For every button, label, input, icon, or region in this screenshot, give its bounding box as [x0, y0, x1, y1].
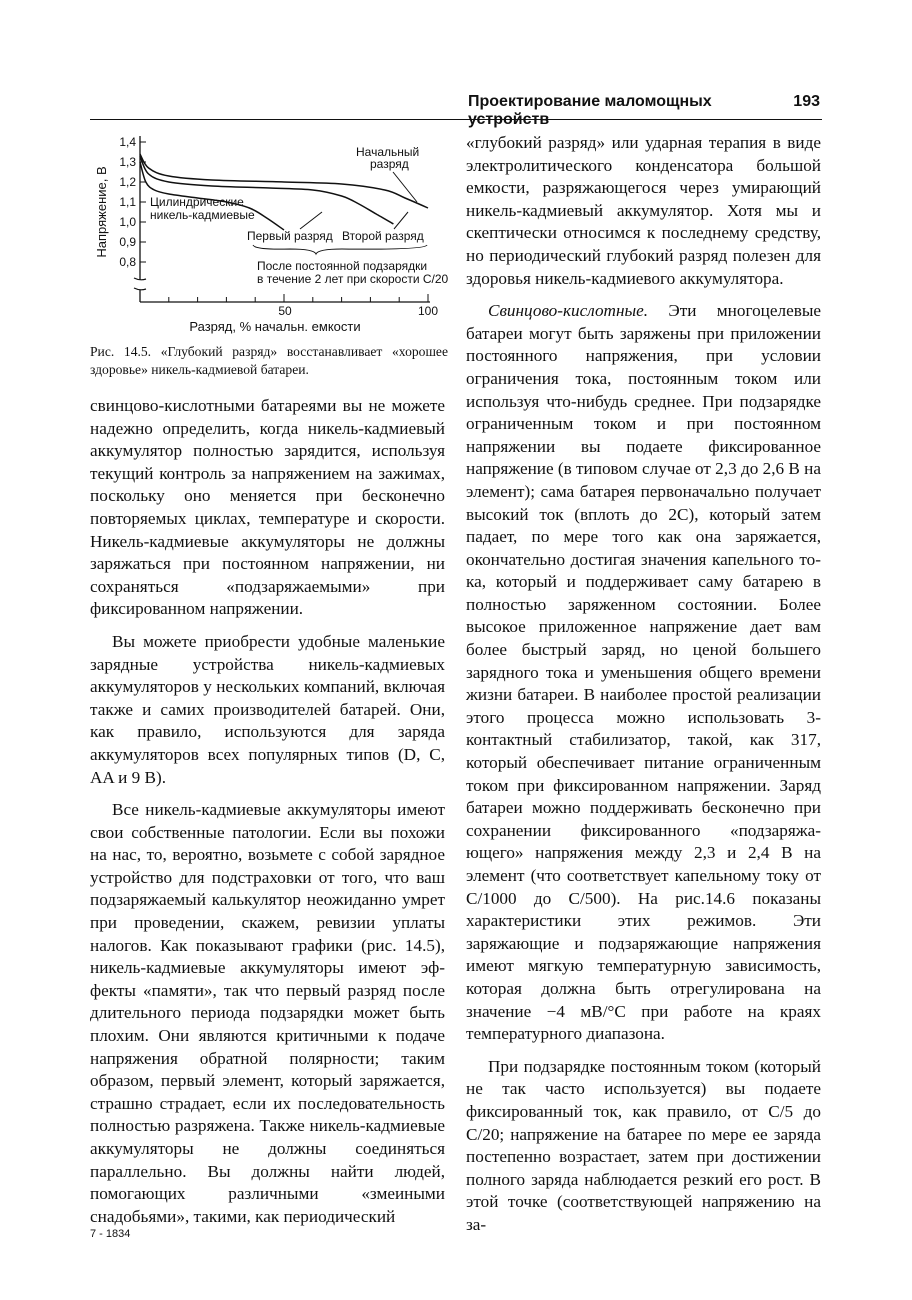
printer-signature: 7 - 1834 — [90, 1228, 131, 1240]
figure-caption: Рис. 14.5. «Глубокий разряд» восстанавливает «хорошее здоровье» никель-кадмиевой батареи. — [90, 344, 448, 377]
page-number: 193 — [793, 93, 820, 110]
section-lead: Свинцово-кислотные. — [488, 301, 649, 321]
y-axis-label: Напряжение, В — [94, 166, 109, 258]
y-tick-label: 0,9 — [119, 235, 136, 249]
discharge-chart — [90, 128, 450, 353]
label-initial-l1: Начальный — [356, 145, 420, 159]
leader-first — [300, 212, 322, 229]
running-header — [468, 93, 820, 128]
paragraph: Вы можете приобрести удобные маленькие зарядные устройства никель-кадмиевых аккумуляторов у нескольких компаний, включая также и самих производителей батарей. Они, как правило, используются для заряда аккумуляторов всех популярных типов (D, C, AA и 9 В). — [90, 631, 445, 787]
label-first-discharge: Первый разряд — [247, 229, 333, 243]
paragraph: свинцово-кислотными батареями вы не можете надежно определить, когда никель-кадмиевый аккумулятор полностью зарядится, используя текущий контроль за напряжением на зажимах, поскольку оно меняется при бесконечно повторяемых циклах, температуре и скорости. Никель-кадмиевые аккумуляторы не должны заряжаться при постоянном напряжении, ни сохраняться «подзаряжаемыми» при фиксированном напряжении. — [90, 396, 445, 619]
x-axis-label: Разряд, % начальн. емкости — [189, 319, 361, 334]
bracket-after-charging — [253, 245, 427, 254]
label-cylindrical-l2: никель-кадмиевые — [150, 208, 255, 222]
y-tick-label: 1,2 — [119, 175, 136, 189]
leader-second — [394, 212, 408, 229]
y-tick-label: 0,8 — [119, 255, 136, 269]
y-tick-label: 1,3 — [119, 155, 136, 169]
label-initial-l2: разряд — [370, 157, 409, 171]
axis-break — [134, 278, 146, 290]
paragraph-body: Эти многоцелевые батареи могут быть заряжены при приложении постоянного напряжения, при условии ограничения тока, постоянным током или используя что-нибудь среднее. При подзарядке ограниченным током и при постоянном напряжении вы подаете фиксированное напряжение (в типовом случае от 2,3 до 2,6 В на элемент); сама батарея первоначально получает высокий ток (вплоть до 2С), который затем падает, по мере того как она заряжается, окончательно достигая значения капельного тока, который и поддерживает саму батарею в полностью заряженном состоянии. Более высокое приложенное напряжение дает вам более быстрый заряд, но ценой большего зарядного тока и уменьшения общего времени жизни батареи. В наиболее простой реализации этого процесса можно использовать 3-контактный стабилизатор, такой, как 317, который обеспечивает питание ограниченным током при фиксированном напряжении. Заряд батареи можно поддерживать бесконечно при сохранении фиксированного «подзаряжающего» напряжения между 2,3 и 2,4 В на элемент (что соответствует капельному току от С/1000 до С/500). На рис.14.6 показаны характеристики этих режимов. Эти заряжающие и подзаряжающие напряжения имеют мягкую температурную зависимость, которая должна быть отрегулирована на значение −4 мВ/°С при работе на краях температурного диапазона. — [466, 301, 821, 1044]
paragraph: Все никель-кадмиевые аккумуляторы имеют свои собственные патологии. Если вы похожи на нас, то, вероятно, возьмете с собой зарядное устройство для подстраховки от того, что ваш подзаряжаемый калькулятор неожиданно умрет при проведении, скажем, ревизии уплаты налогов. Как показывают графики (рис. 14.5), никель-кадмиевые аккумуляторы имеют эффекты «памяти», так что первый разряд после длительного периода подзарядки может быть плохим. Они являются критичными к подаче напряжения обратной полярности; таким образом, первый элемент, который заряжается, страшно страдает, если их последовательность полностью разряжена. Также никель-кадмиевые аккумуляторы не должны соединяться параллельно. Вы должны найти людей, помогающих различными «змеиными снадобьями», такими, как периодический — [90, 800, 445, 1226]
y-tick-label: 1,1 — [119, 195, 136, 209]
paragraph — [466, 300, 821, 1046]
running-title: Проектирование маломощных устройств — [468, 93, 712, 128]
x-tick-label-50: 50 — [278, 304, 292, 318]
paragraph: «глубокий разряд» или ударная терапия в виде электролитического конденсатора большой емкости, разряжающегося через умирающий никель-кадмиевый аккумулятор. Хотя мы и скептически относимся к последнему средству, но периодический глубокий разряд полезен для здоровья никель-кадмиевого аккумулятора. — [466, 133, 821, 288]
figure-14-5 — [90, 128, 450, 353]
y-tick-label: 1,0 — [119, 215, 136, 229]
label-second-discharge: Второй разряд — [342, 229, 424, 243]
label-after-l1: После постоянной подзарядки — [257, 259, 428, 273]
label-cylindrical-l1: Цилиндрические — [150, 195, 244, 209]
y-tick-label: 1,4 — [119, 135, 136, 149]
left-column — [90, 395, 445, 1238]
label-after-l2: в течение 2 лет при скорости С/20 — [257, 272, 449, 286]
right-column — [466, 132, 821, 1247]
header-rule — [90, 119, 822, 120]
x-tick-label-100: 100 — [417, 304, 439, 318]
paragraph: При подзарядке постоянным током (который не так часто используется) вы подаете фиксированный ток, как правило, от С/5 до С/20; напряжение на батарее по мере ее заряда постепенно возрастает, затем при достижении полного заряда наблюдается резкий его рост. В этой точке (соответствующей напряжению на за- — [466, 1056, 821, 1234]
